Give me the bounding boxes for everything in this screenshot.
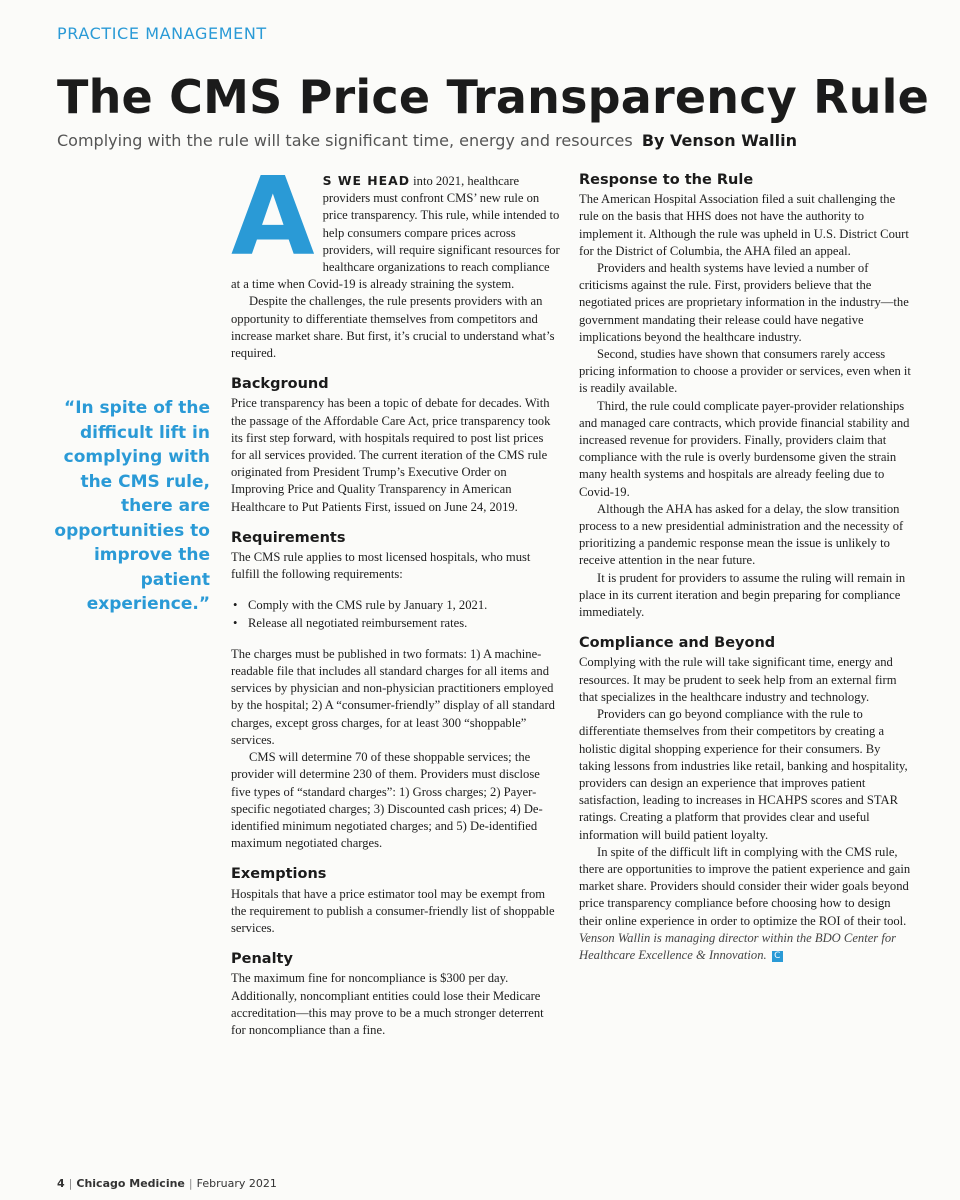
end-mark-icon: C [772,951,783,962]
page-footer: 4 | Chicago Medicine | February 2021 [57,1177,277,1190]
requirements-paragraph-3: CMS will determine 70 of these shoppable services; the provider will determine 230 of them. Providers must disclose five types of “standard charges”: 1) Gross charges; 2) Payer-specific negotiated charges; 3) Discounted cash prices; 4) De-identified minimum negotiated charges; and 5) De-identified maximum negotiated charges. [231,750,543,851]
article-subtitle [57,131,797,150]
compliance-paragraph-3: In spite of the difficult lift in complying with the CMS rule, there are opportunities to improve the patient experience and gain market share. Providers should consider their wider goals beyond price transparency compliance before choosing how to design their online experience in order to optimize the ROI of their tool. [579,844,911,928]
list-item: • Comply with the CMS rule by January 1, 2021. [231,597,561,614]
lead-in: S WE HEAD [322,173,410,188]
issue-date: February 2021 [196,1177,277,1190]
heading-exemptions: Exemptions [231,866,327,883]
heading-requirements: Requirements [231,529,346,546]
page-number: 4 [57,1177,65,1190]
response-paragraph-6: It is prudent for providers to assume the ruling will remain in place in its current iteration and begin preparing for compliance immediately. [579,570,906,620]
byline: By Venson Wallin [641,131,797,150]
intro-paragraph [231,155,561,293]
response-paragraph-3: Second, studies have shown that consumers rarely access pricing information to choose a provider or services, even when it is readily available. [579,347,911,396]
compliance-paragraph-2: Providers can go beyond compliance with the rule to differentiate themselves from their competitors by creating a holistic digital shopping experience for their consumers. By taking lessons from industries like retail, banking and hospitality, providers can design an experience that improves patient satisfaction, leading to increases in HCAHPS scores and STAR ratings. Creating a platform that provides clear and useful information will build patient loyalty. [579,707,908,842]
requirements-list [231,597,561,631]
response-paragraph-2: Providers and health systems have levied a number of criticisms against the rule. First, providers believe that the negotiated prices are proprietary information in the industry—the government mandating their release could have negative implications beyond the healthcare industry. [579,261,909,344]
response-paragraph: The American Hospital Association filed a suit challenging the rule on the basis that HHS does not have the authority to implement it. Although the rule was upheld in U.S. District Court for the District of Columbia, the AHA filed an appeal. [579,192,909,258]
heading-compliance: Compliance and Beyond [579,635,776,652]
response-paragraph-5: Although the AHA has asked for a delay, the slow transition process to a new presidential administration and the necessity of prioritizing a pandemic response mean the issue is unlikely to receive attention in the near future. [579,501,904,568]
subtitle-text: Complying with the rule will take significant time, energy and resources [57,131,633,150]
response-paragraph-4: Third, the rule could complicate payer-provider relationships and managed care contracts, which provide financial stability and increased revenue for providers. Finally, providers claim that compliance with the rule is overly burdensome given the strain many health systems and hospitals are already feeling due to Covid-19. [579,398,910,499]
heading-penalty: Penalty [231,951,293,968]
author-bio-text: Venson Wallin is managing director within the BDO Center for Healthcare Excellence & Innovation. [579,930,897,962]
heading-background: Background [231,376,329,393]
list-item: • Release all negotiated reimbursement rates. [231,615,561,632]
article-title: The CMS Price Transparency Rule [57,70,930,124]
compliance-paragraph: Complying with the rule will take significant time, energy and resources. It may be prudent to seek help from an external firm that specializes in the healthcare industry and technology. [579,655,897,704]
publication-name: Chicago Medicine [76,1177,185,1190]
requirements-paragraph: The CMS rule applies to most licensed hospitals, who must fulfill the following requirements: [231,550,531,582]
author-bio [579,930,913,964]
intro-text: into 2021, healthcare providers must confront CMS’ new rule on price transparency. This rule, while intended to help consumers compare prices across providers, will require significant resources for healthcare organizations to reach compliance at a time when Covid-19 is already straining the system. [231,174,560,292]
penalty-paragraph: The maximum fine for noncompliance is $300 per day. Additionally, noncompliant entities could lose their Medicare accreditation—this may prove to be a much stronger deterrent for noncompliance than a fine. [231,971,544,1037]
requirements-paragraph-2: The charges must be published in two formats: 1) A machine-readable file that includes all standard charges for all items and services by physician and non-physician practitioners employed by the hospital; 2) A “consumer-friendly” display of all standard charges, except gross charges, for at least 300 “shoppable” services. [231,646,555,747]
exemptions-paragraph: Hospitals that have a price estimator tool may be exempt from the requirement to publish a consumer-friendly list of shoppable services. [231,886,555,935]
intro-paragraph-2: Despite the challenges, the rule presents providers with an opportunity to differentiate themselves from competitors and increase market share. But first, it’s crucial to understand what’s required. [231,294,555,361]
section-kicker: PRACTICE MANAGEMENT [57,24,267,43]
heading-response: Response to the Rule [579,172,754,188]
column-left [231,155,561,1039]
drop-cap: A [231,155,315,280]
background-paragraph: Price transparency has been a topic of debate for decades. With the passage of the Affordable Care Act, price transparency took its first step forward, with hospitals required to post list prices for all services provided. The current iteration of the CMS rule originated from President Trump’s Executive Order on Improving Price and Quality Transparency in American Healthcare to Put Patients First, issued on June 24, 2019. [231,396,551,514]
column-right [579,172,913,964]
pull-quote: “In spite of the difficult lift in complying with the CMS rule, there are opportunities to improve the patient experience.” [54,398,210,614]
